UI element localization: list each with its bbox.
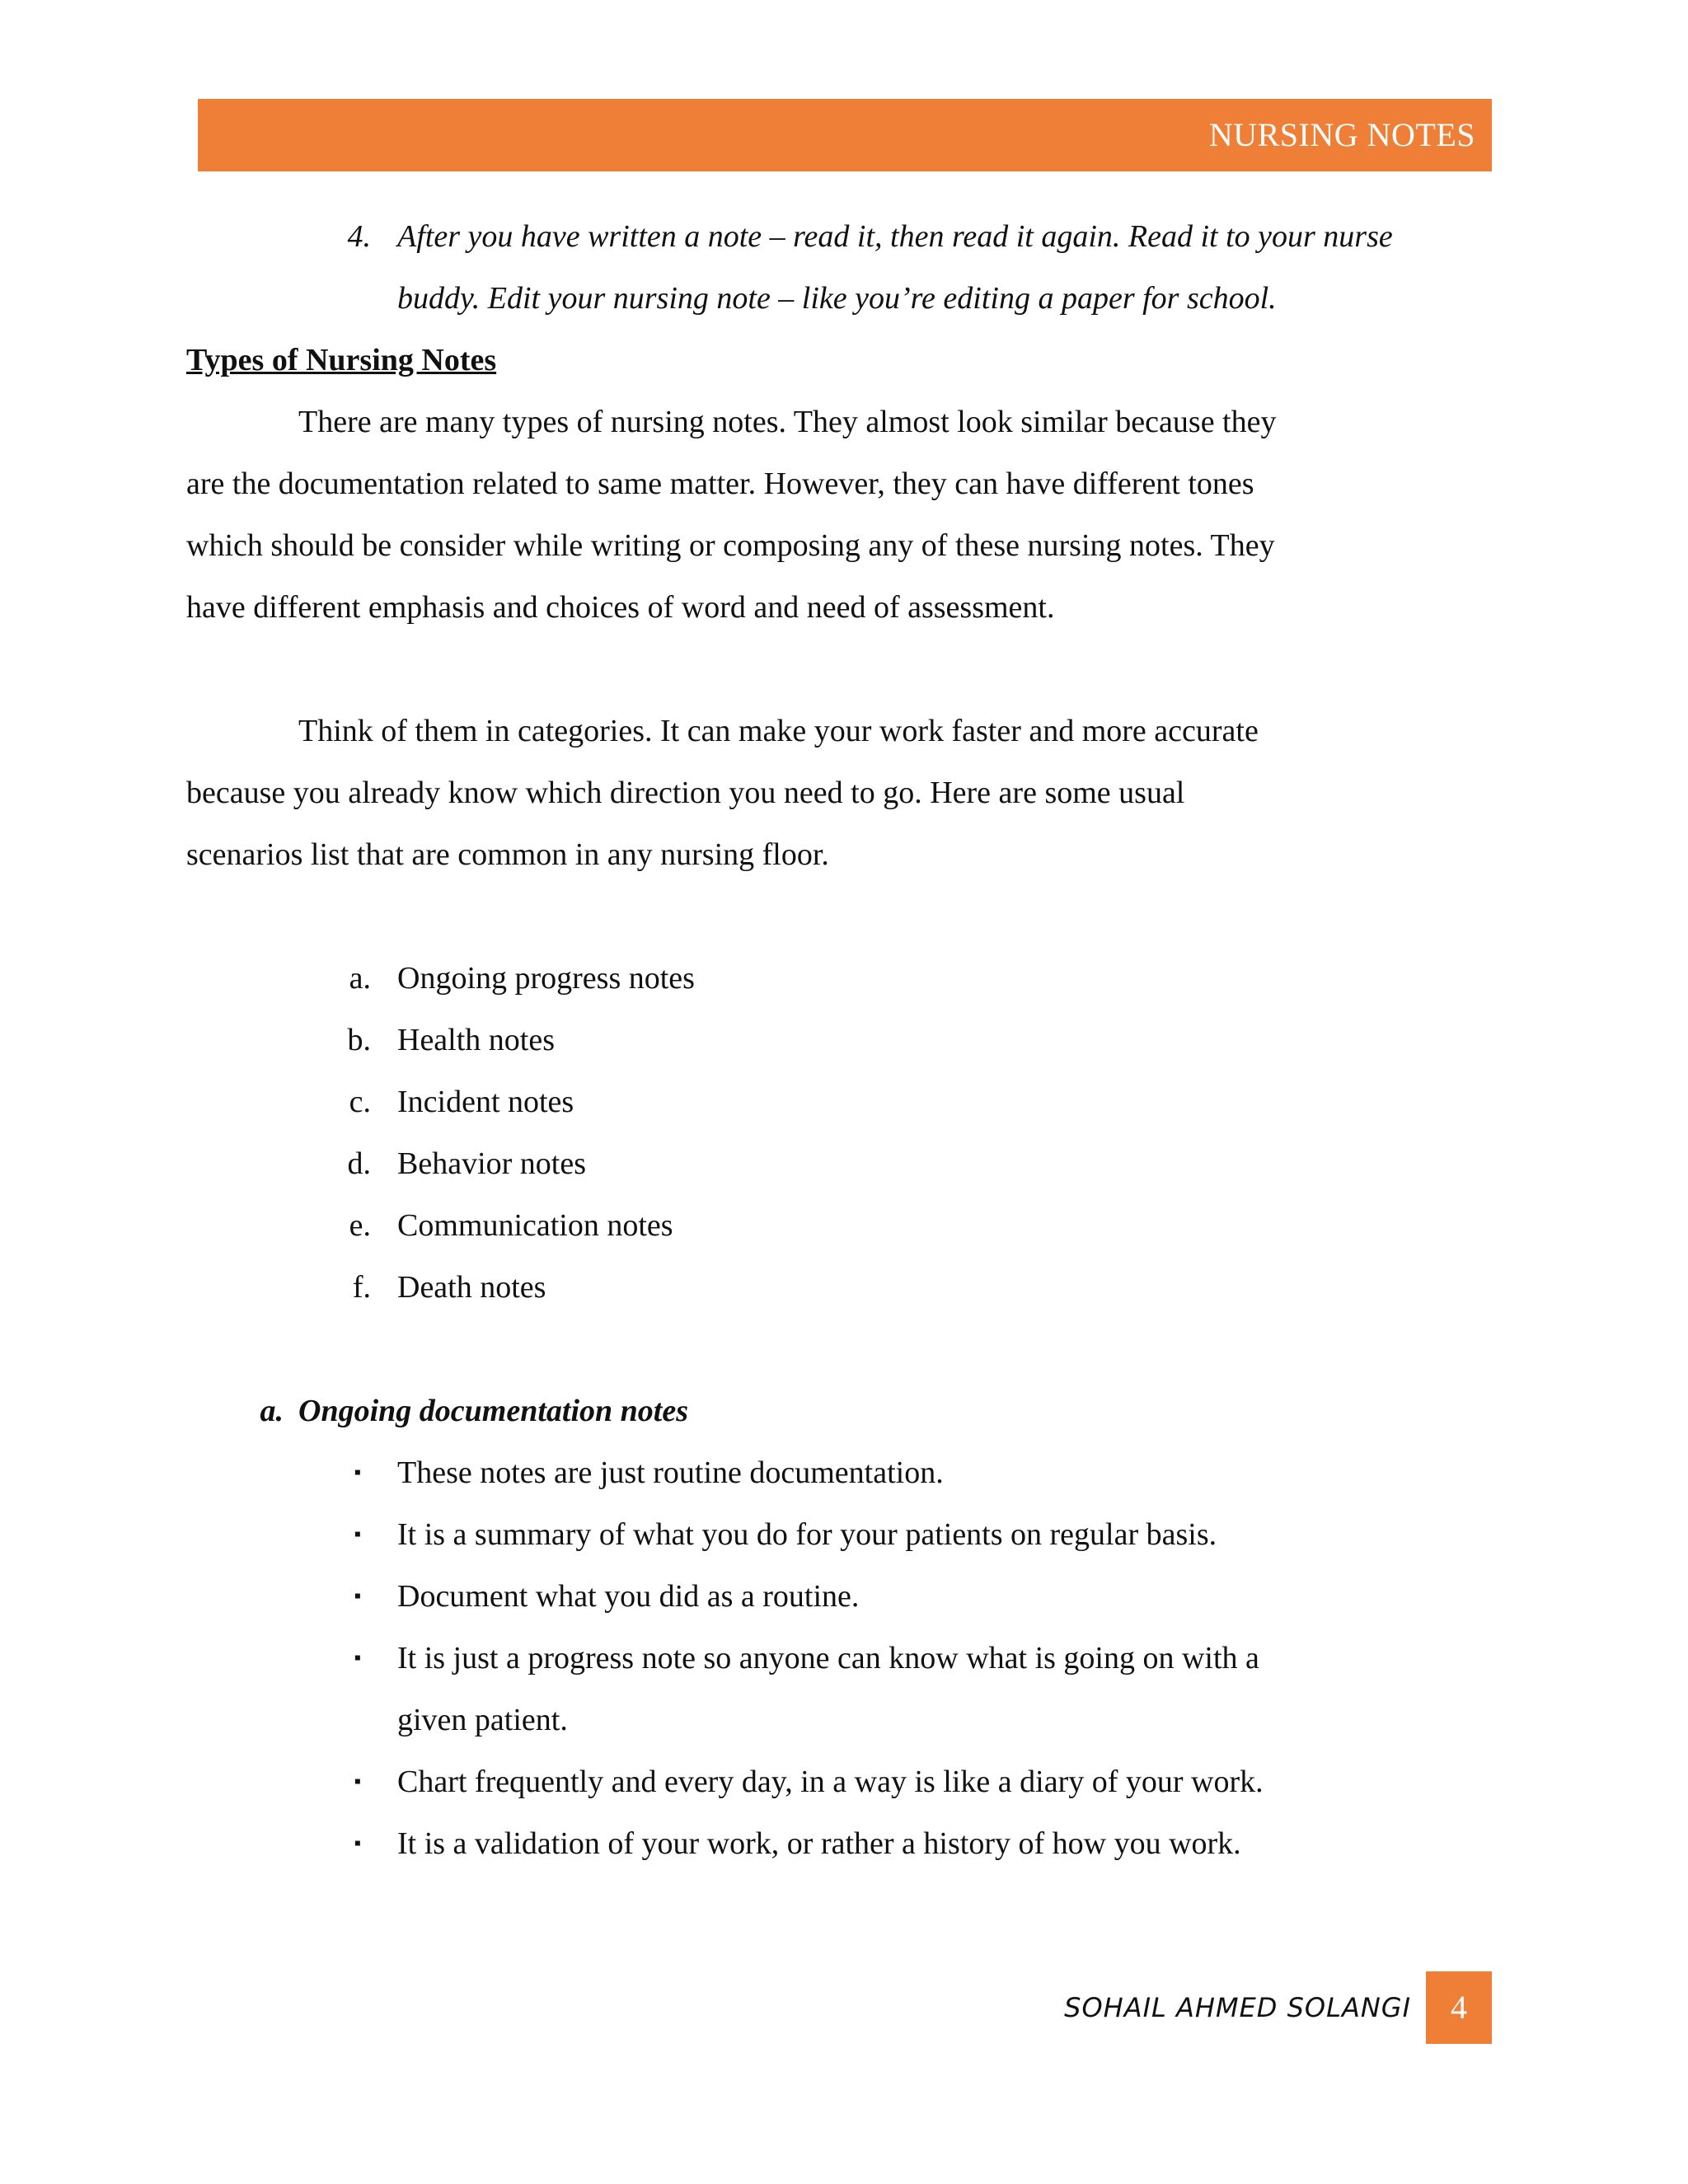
list-item-label: Behavior notes bbox=[397, 1146, 587, 1181]
bullet-list bbox=[186, 1442, 1472, 1875]
subsection-title: Ongoing documentation notes bbox=[298, 1394, 688, 1428]
bullet-icon: ▪ bbox=[354, 1771, 361, 1793]
intro-line-1: After you have written a note – read it, then read it again. Read it to your nurse bbox=[397, 219, 1393, 254]
bullet-item bbox=[186, 1566, 1472, 1628]
bullet-icon: ▪ bbox=[354, 1833, 361, 1854]
spacer bbox=[186, 886, 1472, 948]
bullet-text: These notes are just routine documentation. bbox=[397, 1455, 944, 1490]
header-bar bbox=[198, 99, 1492, 171]
bullet-text: It is a validation of your work, or rather a history of how you work. bbox=[397, 1826, 1241, 1861]
bullet-text: Document what you did as a routine. bbox=[397, 1579, 860, 1614]
list-marker: b. bbox=[347, 1023, 371, 1057]
list-item bbox=[186, 1195, 1472, 1257]
list-item bbox=[186, 1133, 1472, 1195]
bullet-item bbox=[186, 1442, 1472, 1504]
list-marker: e. bbox=[349, 1208, 371, 1243]
para2-line-2: because you already know which direction you need to go. Here are some usual bbox=[186, 776, 1185, 810]
paragraph-categories bbox=[186, 701, 1472, 886]
para1-line-2: are the documentation related to same matter. However, they can have different tones bbox=[186, 466, 1254, 501]
bullet-icon: ▪ bbox=[354, 1462, 361, 1483]
document-body bbox=[186, 206, 1472, 1875]
intro-line-2: buddy. Edit your nursing note – like you’re editing a paper for school. bbox=[397, 281, 1277, 316]
para1-line-3: which should be consider while writing or composing any of these nursing notes. They bbox=[186, 528, 1275, 563]
bullet-icon: ▪ bbox=[354, 1524, 361, 1545]
intro-item-text bbox=[397, 206, 1472, 330]
bullet-item bbox=[186, 1504, 1472, 1566]
list-marker: 4. bbox=[347, 219, 371, 254]
list-item-label: Incident notes bbox=[397, 1085, 574, 1119]
list-item bbox=[186, 1010, 1472, 1071]
bullet-text: Chart frequently and every day, in a way is like a diary of your work. bbox=[397, 1765, 1264, 1799]
bullet-text: It is a summary of what you do for your patients on regular basis. bbox=[397, 1517, 1217, 1552]
list-item-label: Death notes bbox=[397, 1270, 546, 1305]
page-footer bbox=[1064, 1971, 1492, 2044]
bullet-item bbox=[186, 1813, 1472, 1875]
para1-line-1: There are many types of nursing notes. They almost look similar because they bbox=[298, 405, 1277, 439]
intro-list-item bbox=[186, 206, 1472, 330]
spacer bbox=[186, 639, 1472, 701]
list-item bbox=[186, 948, 1472, 1010]
para2-line-3: scenarios list that are common in any nursing floor. bbox=[186, 837, 829, 872]
para1-line-4: have different emphasis and choices of word and need of assessment. bbox=[186, 590, 1055, 625]
bullet-item bbox=[186, 1751, 1472, 1813]
list-item bbox=[186, 1257, 1472, 1319]
bullet-icon: ▪ bbox=[354, 1647, 361, 1669]
list-marker: c. bbox=[349, 1085, 371, 1119]
bullet-text-line-1: It is just a progress note so anyone can know what is going on with a bbox=[397, 1641, 1259, 1675]
spacer bbox=[186, 1319, 1472, 1380]
para2-line-1: Think of them in categories. It can make your work faster and more accurate bbox=[298, 714, 1259, 748]
bullet-icon: ▪ bbox=[354, 1586, 361, 1607]
list-item bbox=[186, 1071, 1472, 1133]
list-item-label: Communication notes bbox=[397, 1208, 673, 1243]
list-item-label: Ongoing progress notes bbox=[397, 961, 695, 996]
header-title: NURSING NOTES bbox=[1208, 116, 1475, 153]
bullet-item bbox=[186, 1628, 1472, 1751]
subsection-heading bbox=[186, 1380, 1472, 1442]
list-marker: d. bbox=[347, 1146, 371, 1181]
list-item-label: Health notes bbox=[397, 1023, 556, 1057]
paragraph-types-intro bbox=[186, 391, 1472, 639]
section-heading: Types of Nursing Notes bbox=[186, 343, 497, 377]
footer-author: SOHAIL AHMED SOLANGI bbox=[1064, 1992, 1411, 2023]
list-marker: a. bbox=[349, 961, 371, 996]
list-marker: f. bbox=[352, 1270, 371, 1305]
page-number: 4 bbox=[1426, 1971, 1492, 2044]
types-list bbox=[186, 948, 1472, 1319]
bullet-text-line-2: given patient. bbox=[397, 1703, 568, 1737]
bullet-text bbox=[397, 1628, 1472, 1751]
subsection-marker: a. bbox=[260, 1394, 284, 1428]
